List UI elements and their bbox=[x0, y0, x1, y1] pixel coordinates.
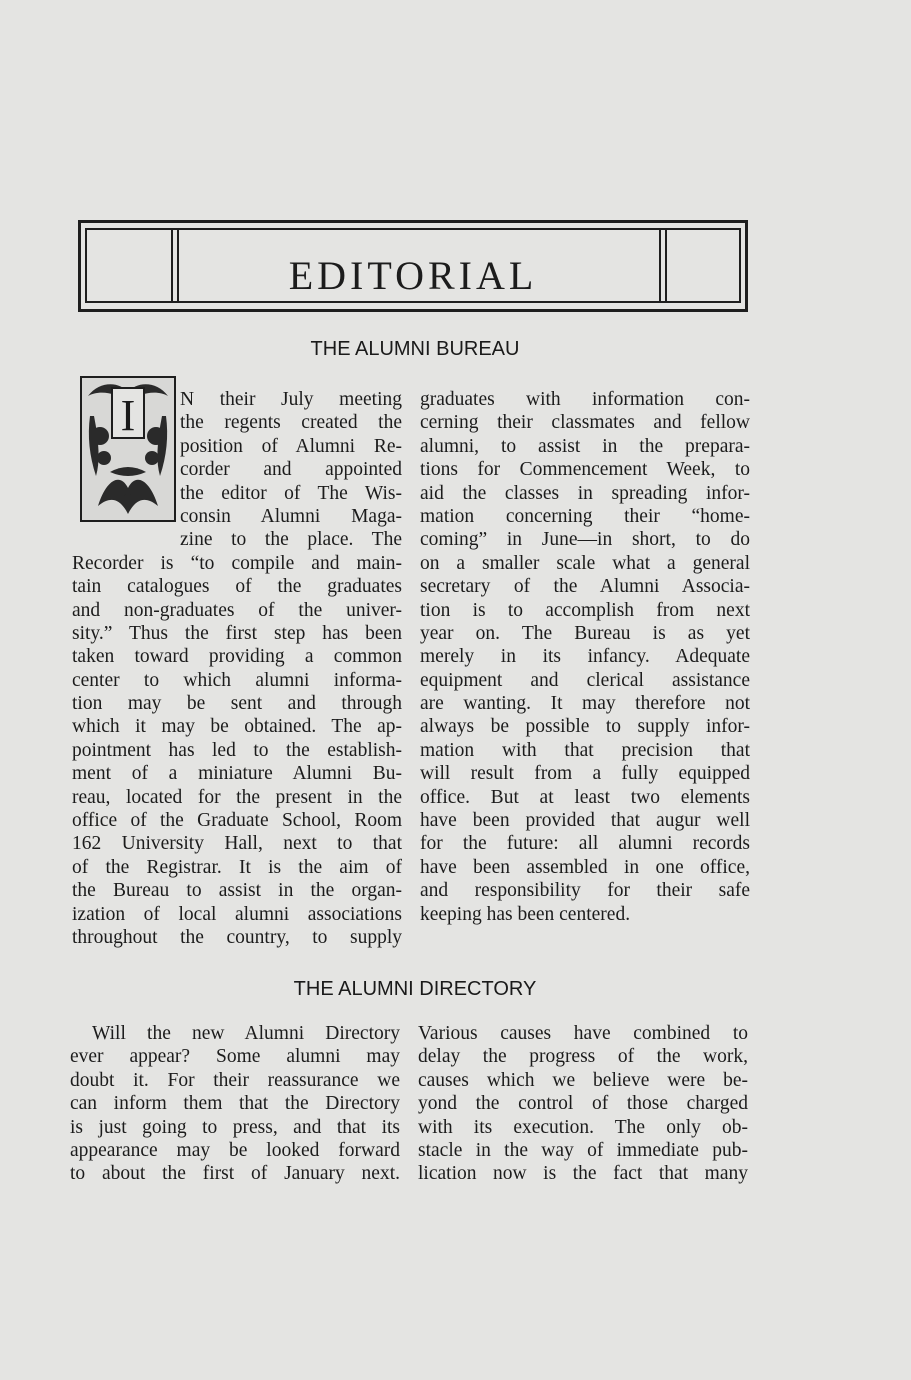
text-line: tions for Commencement Week, to bbox=[420, 459, 750, 481]
text-line: the regents created the bbox=[180, 412, 402, 434]
section-heading-alumni-directory: THE ALUMNI DIRECTORY bbox=[293, 978, 537, 1000]
text-line: year on. The Bureau is as yet bbox=[420, 622, 750, 644]
text-line: taken toward providing a common bbox=[72, 646, 402, 668]
text-line: yond the control of those charged bbox=[418, 1093, 748, 1115]
text-line: corder and appointed bbox=[180, 459, 402, 481]
text-line: will result from a fully equipped bbox=[420, 763, 750, 785]
text-line: equipment and clerical assistance bbox=[420, 669, 750, 691]
drop-cap-letter: I bbox=[120, 391, 136, 440]
text-line: cerning their classmates and fellow bbox=[420, 412, 750, 434]
banner-title: EDITORIAL bbox=[288, 253, 538, 298]
text-line: is just going to press, and that its bbox=[70, 1116, 400, 1138]
text-line: which it may be obtained. The ap- bbox=[72, 716, 402, 738]
text-line: ment of a miniature Alumni Bu- bbox=[72, 763, 402, 785]
text-line: with its execution. The only ob- bbox=[418, 1116, 748, 1138]
text-line: pointment has led to the establish- bbox=[72, 739, 402, 761]
text-line: sity.” Thus the first step has been bbox=[72, 622, 402, 644]
text-line: Various causes have combined to bbox=[418, 1023, 748, 1044]
text-line: on a smaller scale what a general bbox=[420, 552, 750, 574]
text-line: stacle in the way of immediate pub- bbox=[418, 1139, 748, 1161]
text-line: office. But at least two elements bbox=[420, 786, 750, 808]
text-line: coming” in June—in short, to do bbox=[420, 529, 750, 551]
text-line: tion is to accomplish from next bbox=[420, 599, 750, 621]
section-heading-alumni-bureau: THE ALUMNI BUREAU bbox=[310, 338, 520, 360]
text-line: ization of local alumni associations bbox=[72, 903, 402, 925]
text-line: and responsibility for their safe bbox=[420, 880, 750, 902]
text-line: graduates with information con- bbox=[420, 389, 750, 410]
bureau-left-column bbox=[72, 388, 402, 949]
text-line: ever appear? Some alumni may bbox=[70, 1046, 400, 1068]
directory-left-column bbox=[70, 1022, 400, 1186]
text-line: to about the first of January next. bbox=[70, 1163, 400, 1185]
text-line: always be possible to supply infor- bbox=[420, 716, 750, 738]
text-line: position of Alumni Re- bbox=[180, 435, 402, 457]
text-line: 162 University Hall, next to that bbox=[72, 833, 402, 855]
text-line: center to which alumni informa- bbox=[72, 669, 402, 691]
text-line: mation with that precision that bbox=[420, 739, 750, 761]
text-line: the editor of The Wis- bbox=[180, 482, 402, 504]
text-line: N their July meeting bbox=[180, 389, 402, 410]
text-line: of the Registrar. It is the aim of bbox=[72, 856, 402, 878]
directory-right-column bbox=[418, 1022, 748, 1186]
text-line: Recorder is “to compile and main- bbox=[72, 552, 402, 574]
bureau-right-column bbox=[420, 388, 750, 926]
text-line: reau, located for the present in the bbox=[72, 786, 402, 808]
text-line: zine to the place. The bbox=[180, 529, 402, 551]
text-line: appearance may be looked forward bbox=[70, 1139, 400, 1161]
text-line: mation concerning their “home- bbox=[420, 505, 750, 527]
text-line: Will the new Alumni Directory bbox=[92, 1023, 400, 1044]
text-line: doubt it. For their reassurance we bbox=[70, 1069, 400, 1091]
text-line: merely in its infancy. Adequate bbox=[420, 646, 750, 668]
text-line: secretary of the Alumni Associa- bbox=[420, 576, 750, 598]
text-line: have been provided that augur well bbox=[420, 810, 750, 832]
banner-inner-frame bbox=[85, 228, 741, 303]
text-line: aid the classes in spreading infor- bbox=[420, 482, 750, 504]
text-line: tion may be sent and through bbox=[72, 693, 402, 715]
text-line: are wanting. It may therefore not bbox=[420, 693, 750, 715]
text-line: throughout the country, to supply bbox=[72, 926, 402, 948]
text-line: for the future: all alumni records bbox=[420, 833, 750, 855]
text-line: consin Alumni Maga- bbox=[180, 505, 402, 527]
text-line: have been assembled in one office, bbox=[420, 856, 750, 878]
text-line: delay the progress of the work, bbox=[418, 1046, 748, 1068]
text-line: keeping has been centered. bbox=[420, 903, 631, 925]
text-line: can inform them that the Directory bbox=[70, 1093, 400, 1115]
text-line: causes which we believe were be- bbox=[418, 1069, 748, 1091]
text-line: lication now is the fact that many bbox=[418, 1163, 748, 1185]
text-line: office of the Graduate School, Room bbox=[72, 810, 402, 832]
text-line: the Bureau to assist in the organ- bbox=[72, 880, 402, 902]
text-line: and non-graduates of the univer- bbox=[72, 599, 402, 621]
editorial-banner bbox=[78, 220, 748, 312]
text-line: alumni, to assist in the prepara- bbox=[420, 435, 750, 457]
text-line: tain catalogues of the graduates bbox=[72, 576, 402, 598]
